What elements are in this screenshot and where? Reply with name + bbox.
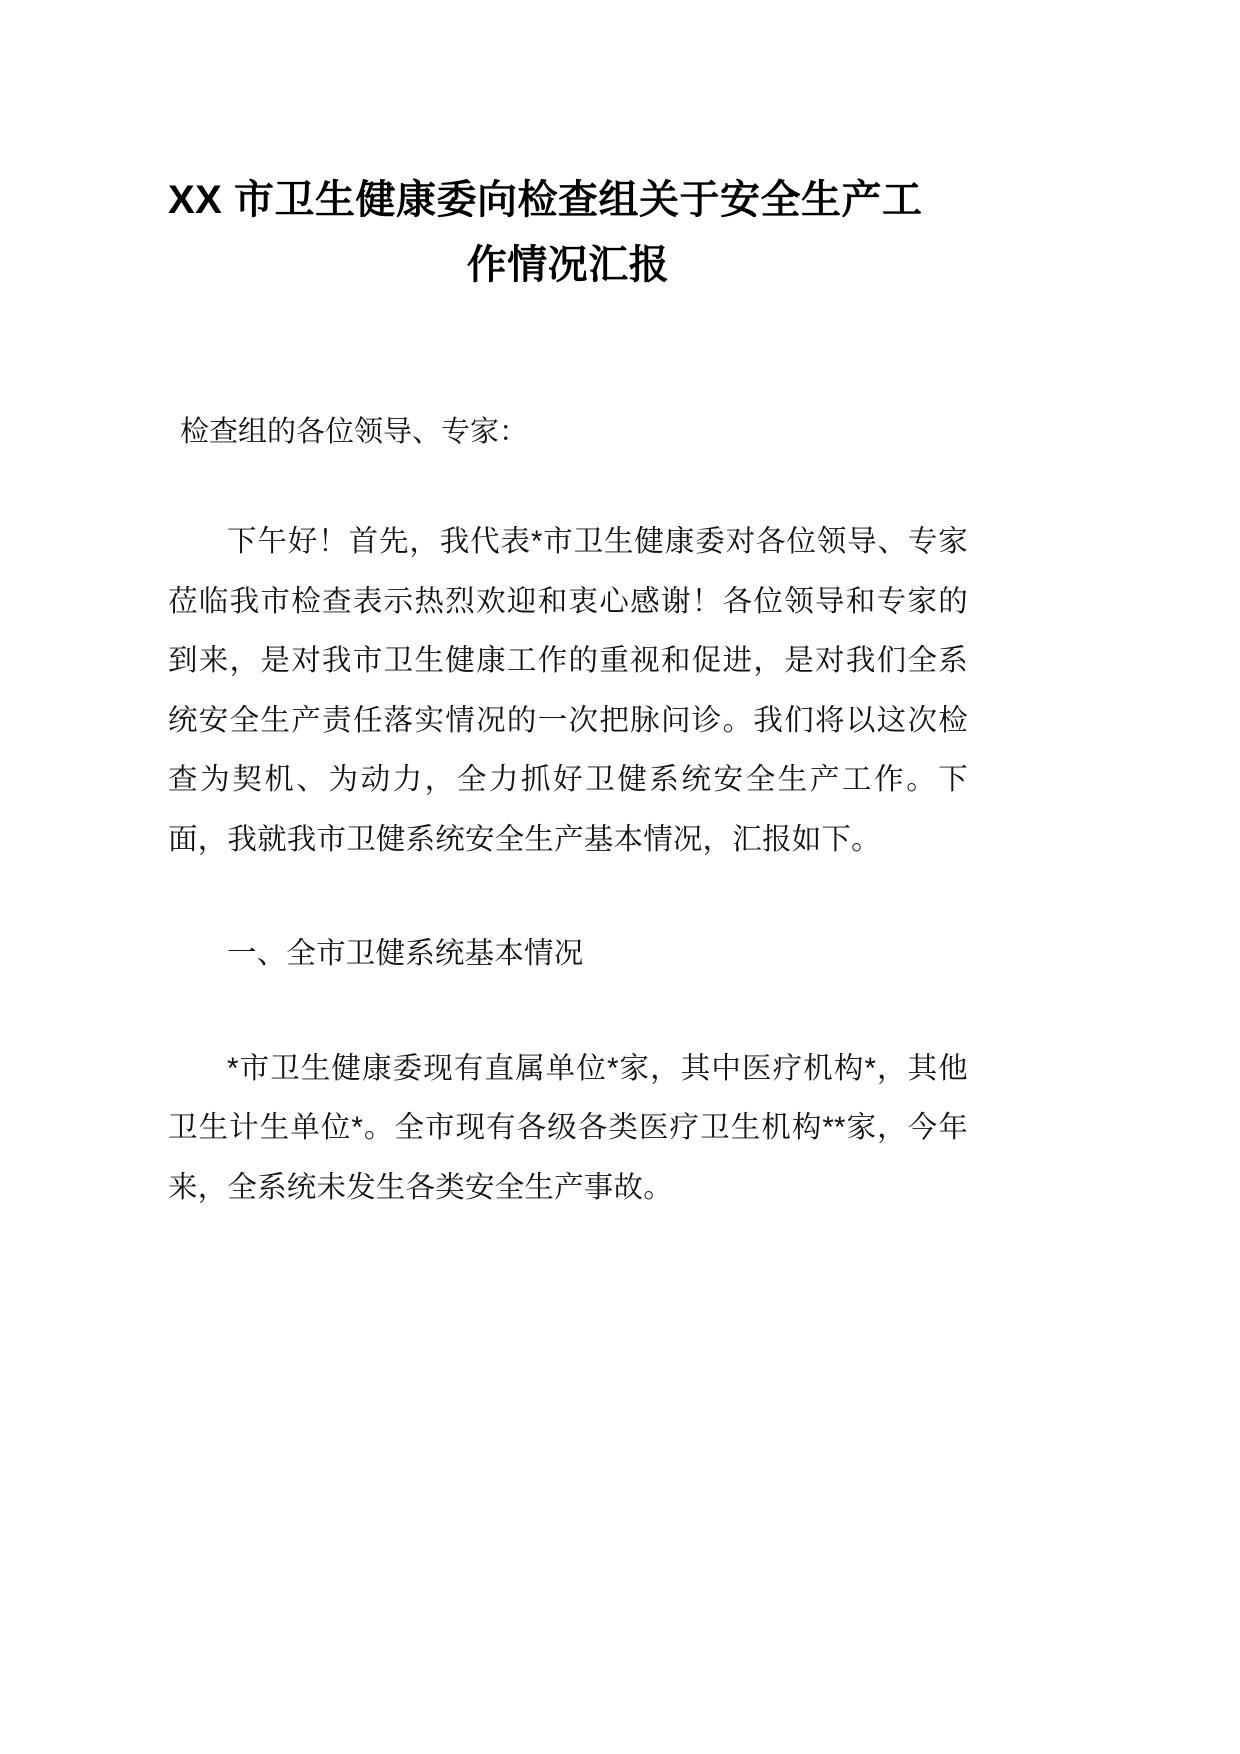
page-title bbox=[168, 0, 968, 298]
page-title-line-1: XX 市卫生健康委向检查组关于安全生产工 bbox=[168, 178, 923, 222]
section-heading-1: 一、全市卫健系统基本情况 bbox=[227, 936, 584, 970]
paragraph-section-1-body: *市卫生健康委现有直属单位*家，其中医疗机构*，其他卫生计生单位*。全市现有各级各类医疗卫生机构**家，今年来，全系统未发生各类安全生产事故。 bbox=[168, 1051, 968, 1204]
paragraph-opening: 下午好！首先，我代表*市卫生健康委对各位领导、专家莅临我市检查表示热烈欢迎和衷心感谢！各位领导和专家的到来，是对我市卫生健康工作的重视和促进，是对我们全系统安全生产责任落实情况的一次把脉问诊。我们将以这次检查为契机、为动力，全力抓好卫健系统安全生产工作。下面，我就我市卫健系统安全生产基本情况，汇报如下。 bbox=[168, 525, 968, 857]
salutation: 检查组的各位领导、专家： bbox=[180, 415, 529, 448]
page-title-line-2: 作情况汇报 bbox=[466, 242, 670, 287]
document-content bbox=[168, 0, 968, 1217]
